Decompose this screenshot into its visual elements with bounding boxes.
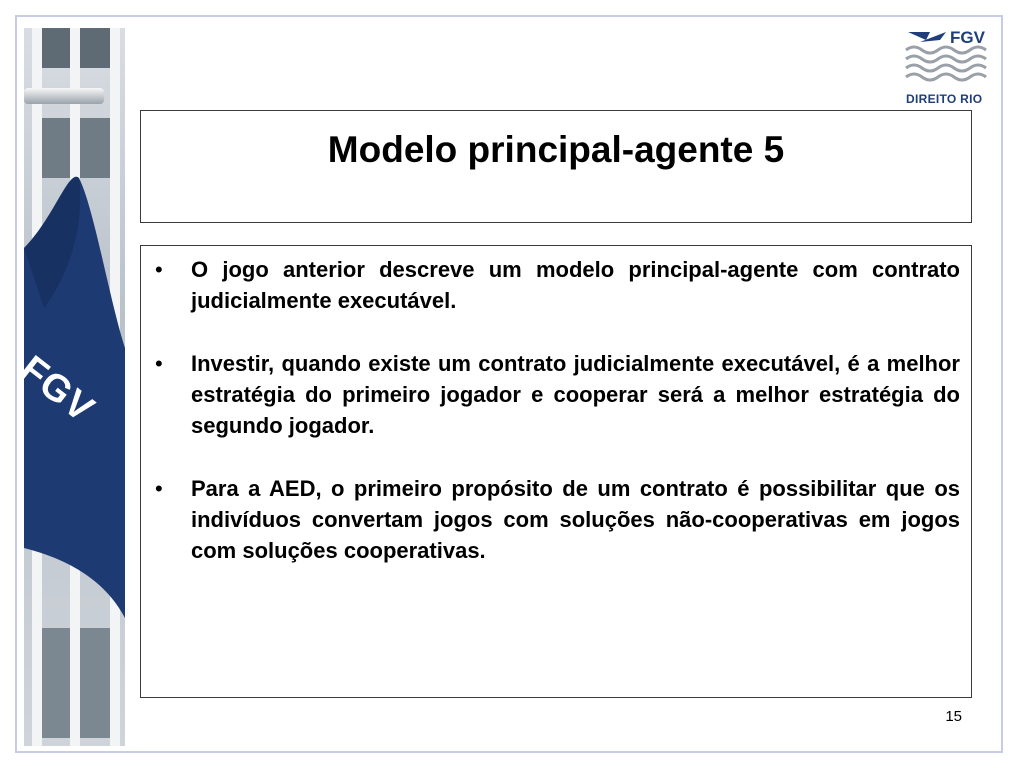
logo-subtitle: DIREITO RIO xyxy=(906,92,983,106)
bullet-item xyxy=(155,348,960,441)
bullet-text: Investir, quando existe um contrato judicialmente executável, é a melhor estratégia do primeiro jogador e cooperar será a melhor estratégia do segundo jogador. xyxy=(191,351,960,438)
slide-title: Modelo principal-agente 5 xyxy=(327,129,785,170)
flag-logo-text: FGV xyxy=(12,348,102,432)
building-flag-photo xyxy=(12,28,125,746)
logo-brand: FGV xyxy=(950,28,985,47)
content-box xyxy=(140,245,972,698)
bullet-item xyxy=(155,254,960,316)
fgv-direito-rio-logo xyxy=(900,26,996,112)
flagpole xyxy=(24,88,104,104)
bullet-text: Para a AED, o primeiro propósito de um contrato é possibilitar que os indivíduos convertam jogos com soluções não-cooperativas em jogos com soluções cooperativas. xyxy=(191,476,960,563)
title-box xyxy=(140,110,972,223)
bullet-list xyxy=(155,254,960,598)
bullet-marker: • xyxy=(155,257,163,282)
page-number: 15 xyxy=(945,708,962,725)
bullet-marker: • xyxy=(155,351,163,376)
bullet-item xyxy=(155,473,960,566)
bullet-text: O jogo anterior descreve um modelo principal-agente com contrato judicialmente executável. xyxy=(191,257,960,313)
bullet-marker: • xyxy=(155,476,163,501)
